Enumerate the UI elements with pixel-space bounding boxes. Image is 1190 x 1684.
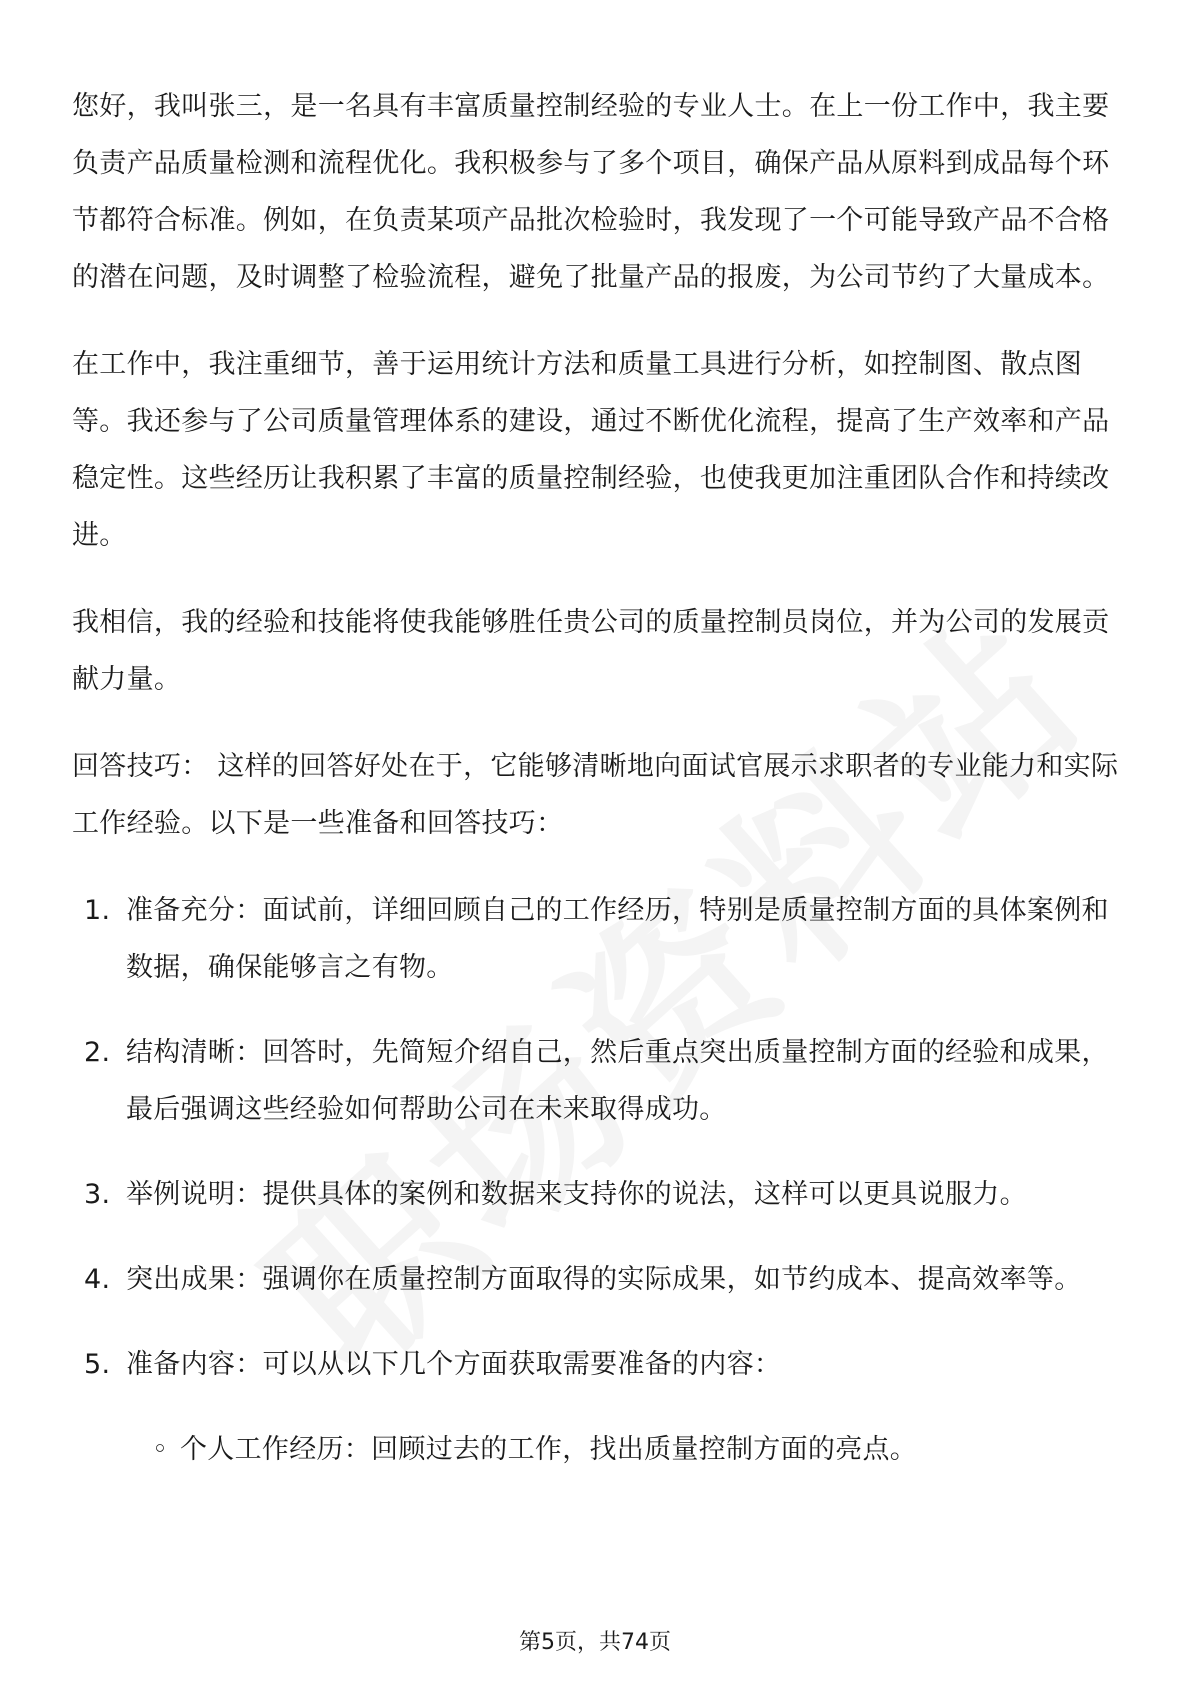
list-number: 1. (84, 895, 111, 926)
list-item (72, 1251, 1122, 1308)
list-item-text: 准备充分：面试前，详细回顾自己的工作经历，特别是质量控制方面的具体案例和数据，确保能够言之有物。 (126, 895, 1109, 983)
paragraph-intro: 您好，我叫张三，是一名具有丰富质量控制经验的专业人士。在上一份工作中，我主要负责产品质量检测和流程优化。我积极参与了多个项目，确保产品从原料到成品每个环节都符合标准。例如，在负责某项产品批次检验时，我发现了一个可能导致产品不合格的潜在问题，及时调整了检验流程，避免了批量产品的报废，为公司节约了大量成本。 (72, 91, 1110, 293)
list-item-text: 结构清晰：回答时，先简短介绍自己，然后重点突出质量控制方面的经验和成果，最后强调这些经验如何帮助公司在未来取得成功。 (126, 1037, 1109, 1125)
list-item-text: 准备内容：可以从以下几个方面获取需要准备的内容： (126, 1349, 782, 1380)
list-item-text: 突出成果：强调你在质量控制方面取得的实际成果，如节约成本、提高效率等。 (126, 1264, 1082, 1295)
bullet-icon: ◦ (152, 1434, 169, 1465)
list-number: 3. (84, 1179, 111, 1210)
page-number-footer: 第5页，共74页 (519, 1630, 671, 1655)
list-number: 5. (84, 1349, 111, 1380)
tips-list (72, 882, 1122, 1393)
sub-list-item-text: 个人工作经历：回顾过去的工作，找出质量控制方面的亮点。 (180, 1434, 918, 1465)
list-item (72, 1336, 1122, 1393)
list-number: 4. (84, 1264, 111, 1295)
list-item (72, 1166, 1122, 1223)
paragraph-work-detail: 在工作中，我注重细节，善于运用统计方法和质量工具进行分析，如控制图、散点图等。我还参与了公司质量管理体系的建设，通过不断优化流程，提高了生产效率和产品稳定性。这些经历让我积累了丰富的质量控制经验，也使我更加注重团队合作和持续改进。 (72, 349, 1110, 551)
list-item (72, 882, 1122, 996)
list-item (72, 1024, 1122, 1138)
paragraph-closing: 我相信，我的经验和技能将使我能够胜任贵公司的质量控制员岗位，并为公司的发展贡献力量。 (72, 607, 1110, 695)
sub-list-item (72, 1421, 1122, 1478)
list-number: 2. (84, 1037, 111, 1068)
paragraph-answer-tips: 回答技巧： 这样的回答好处在于，它能够清晰地向面试官展示求职者的专业能力和实际工作经验。以下是一些准备和回答技巧： (72, 751, 1119, 839)
document-body (72, 78, 1122, 1478)
list-item-text: 举例说明：提供具体的案例和数据来支持你的说法，这样可以更具说服力。 (126, 1179, 1027, 1210)
sub-list (72, 1421, 1122, 1478)
